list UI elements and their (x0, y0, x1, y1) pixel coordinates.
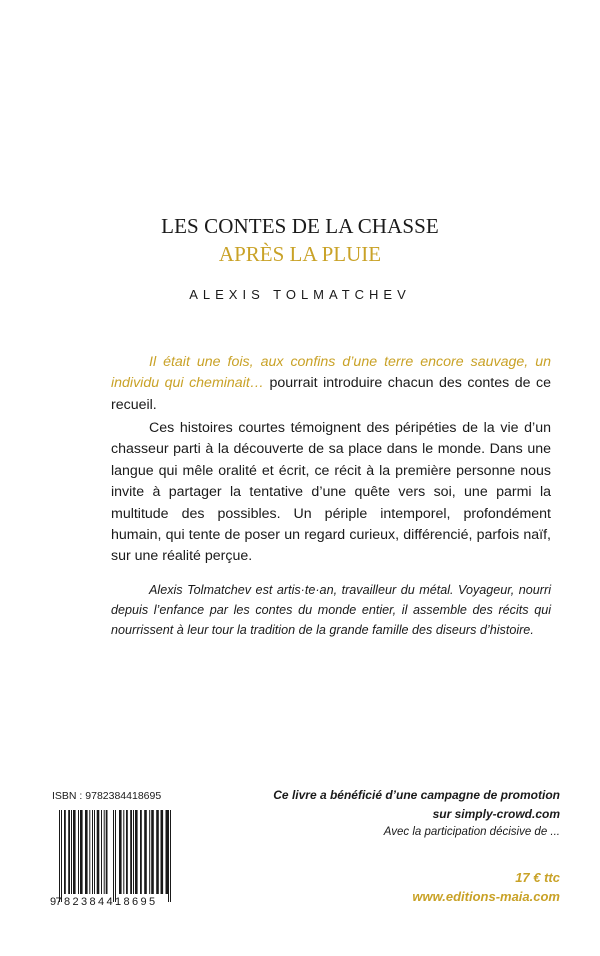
barcode-bar (101, 810, 102, 894)
barcode-bar (106, 810, 108, 894)
barcode-bar (166, 810, 169, 894)
barcode-bar (92, 810, 93, 894)
barcode-guard-bar (170, 810, 171, 902)
barcode (47, 808, 175, 908)
price: 17 € ttc (515, 870, 560, 885)
author-name: ALEXIS TOLMATCHEV (189, 287, 411, 302)
book-title: LES CONTES DE LA CHASSE (161, 214, 439, 238)
book-subtitle: APRÈS LA PLUIE (218, 242, 382, 266)
barcode-bar (78, 810, 79, 894)
barcode-graphic (47, 808, 175, 908)
barcode-bar (89, 810, 90, 894)
barcode-bar (71, 810, 72, 894)
barcode-bar (161, 810, 164, 894)
barcode-guard-bar (61, 810, 62, 902)
promo-line-1: Ce livre a bénéficié d’une campagne de promotion (273, 788, 560, 802)
author-bio: Alexis Tolmatchev est artis·te·an, travailleur du métal. Voyageur, nourri depuis l’enfance par les contes du monde entier, il assemble des récits qui nourrissent à leur tour la tradition de la grande famille des diseurs d’histoire. (111, 583, 551, 637)
promo-line-2: sur simply-crowd.com (432, 807, 560, 821)
barcode-bar (130, 810, 132, 894)
promo-notice (240, 786, 560, 824)
barcode-bar (64, 810, 66, 894)
barcode-bar (94, 810, 95, 894)
barcode-bar (135, 810, 138, 894)
blurb-summary-paragraph: Ces histoires courtes témoignent des péripéties de la vie d’un chasseur parti à la découverte de sa place dans le monde. Dans une langue qui mêle oralité et écrit, ce récit à la première personne nous invite à partager la tentative d’une quête vers soi, une parmi la multitude des possibles. Un périple intemporel, profondément humain, qui tente de poser un regard curieux, différencié, parfois naïf, sur une réalité perçue. (111, 420, 551, 565)
barcode-bar (73, 810, 76, 894)
barcode-guard-bar (168, 810, 169, 902)
barcode-bar (104, 810, 105, 894)
barcode-bar (140, 810, 142, 894)
barcode-first-digit: 9 (50, 896, 57, 908)
blurb-intro-paragraph (111, 352, 551, 416)
participation-note: Avec la participation décisive de ... (383, 826, 560, 838)
barcode-guard-bar (59, 810, 60, 902)
barcode-bar (85, 810, 88, 894)
isbn-label: ISBN : 9782384418695 (52, 790, 162, 802)
barcode-bar (133, 810, 134, 894)
barcode-bar (97, 810, 100, 894)
barcode-bar (144, 810, 147, 894)
publisher-website: www.editions-maia.com (412, 889, 560, 904)
barcode-right-digits: 418695 (106, 896, 158, 908)
barcode-guard-bar (115, 810, 116, 902)
barcode-bar (149, 810, 150, 894)
barcode-left-digits: 782384 (55, 896, 107, 908)
blurb-intro-quote: Il était une fois, aux confins d’une terre encore sauvage, un individu qui cheminait… (111, 354, 551, 392)
blurb-intro-rest: pourrait introduire chacun des contes de ce recueil. (111, 375, 551, 413)
barcode-bar (68, 810, 70, 894)
barcode-bar (123, 810, 124, 894)
barcode-bar (151, 810, 154, 894)
barcode-bar (119, 810, 122, 894)
barcode-bar (126, 810, 128, 894)
barcode-bar (156, 810, 159, 894)
barcode-bar (80, 810, 83, 894)
barcode-guard-bar (113, 810, 114, 902)
